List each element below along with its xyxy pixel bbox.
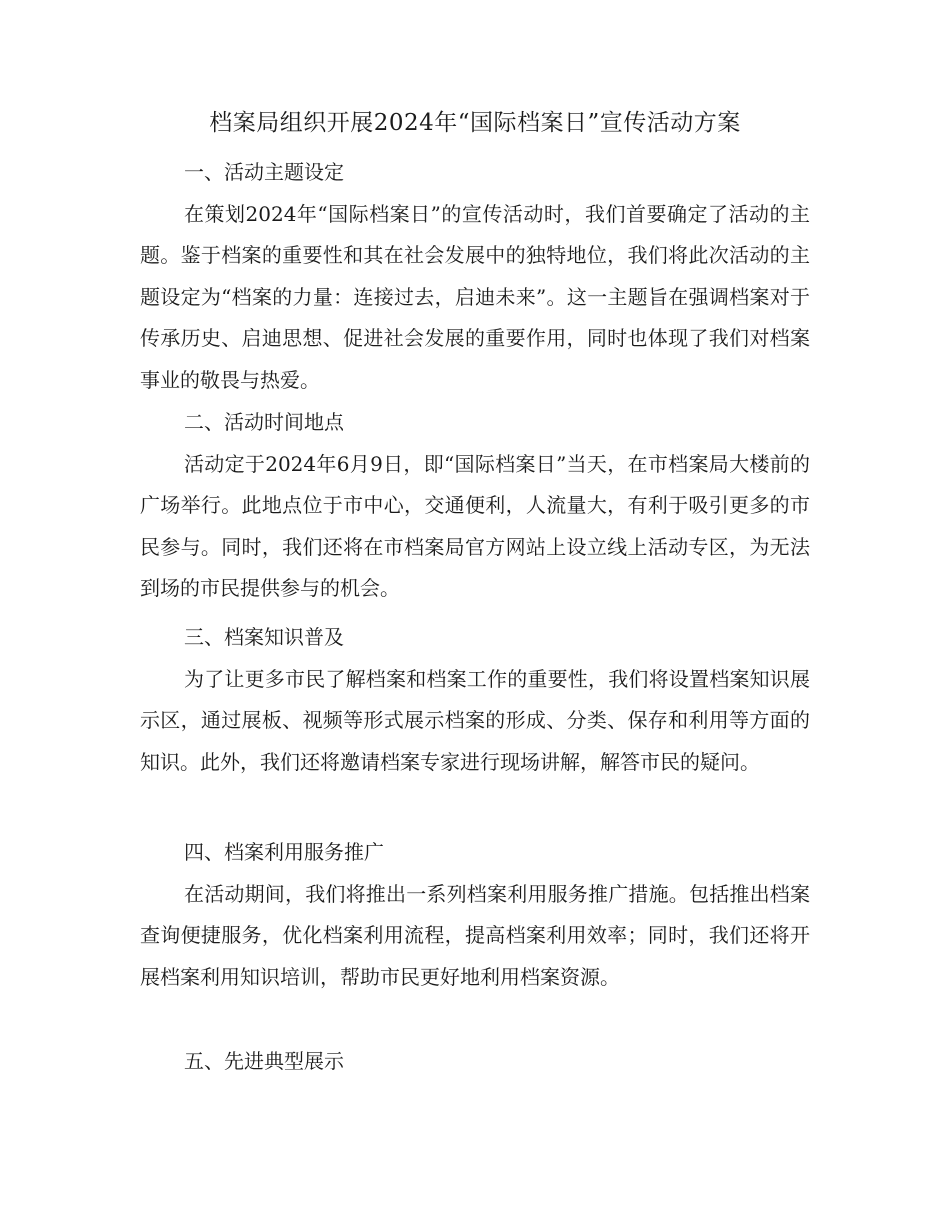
document-title: 档案局组织开展2024年“国际档案日”宣传活动方案	[209, 110, 741, 136]
section-body: 为了让更多市民了解档案和档案工作的重要性，我们将设置档案知识展示区，通过展板、视频等形式展示档案的形成、分类、保存和利用等方面的知识。此外，我们还将邀请档案专家进行现场讲解，解答市民的疑问。	[140, 666, 810, 774]
section-body: 活动定于2024年6月9日，即“国际档案日”当天，在市档案局大楼前的广场举行。此地点位于市中心，交通便利，人流量大，有利于吸引更多的市民参与。同时，我们还将在市档案局官方网站上设立线上活动专区，为无法到场的市民提供参与的机会。	[140, 451, 810, 600]
section-2	[140, 402, 810, 610]
section-1	[140, 152, 810, 401]
section-body: 在活动期间，我们将推出一系列档案利用服务推广措施。包括推出档案查询便捷服务，优化档案利用流程，提高档案利用效率；同时，我们还将开展档案利用知识培训，帮助市民更好地利用档案资源。	[140, 881, 810, 989]
section-heading: 二、活动时间地点	[184, 410, 344, 434]
section-heading: 一、活动主题设定	[184, 160, 344, 184]
section-4	[140, 832, 810, 998]
section-3	[140, 617, 810, 783]
section-heading: 四、档案利用服务推广	[184, 840, 384, 864]
section-body: 在策划2024年“国际档案日”的宣传活动时，我们首要确定了活动的主题。鉴于档案的重要性和其在社会发展中的独特地位，我们将此次活动的主题设定为“档案的力量：连接过去，启迪未来”。这一主题旨在强调档案对于传承历史、启迪思想、促进社会发展的重要作用，同时也体现了我们对档案事业的敬畏与热爱。	[140, 201, 810, 392]
section-heading: 三、档案知识普及	[184, 625, 344, 649]
section-heading: 五、先进典型展示	[184, 1049, 344, 1073]
section-5	[140, 1041, 810, 1083]
